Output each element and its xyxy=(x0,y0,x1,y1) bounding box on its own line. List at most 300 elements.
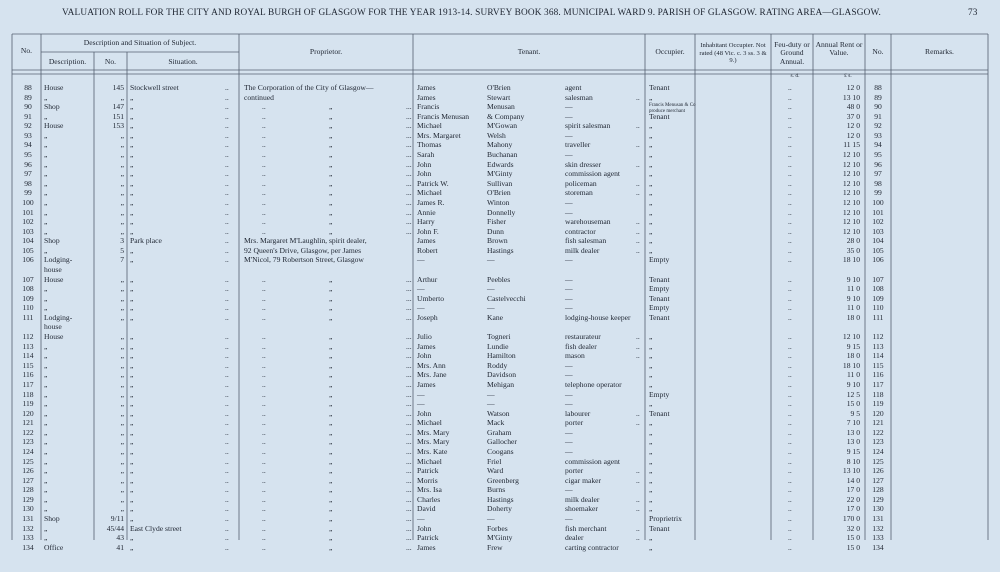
situation-leader: .. xyxy=(225,207,229,217)
proprietor-ditto: ... xyxy=(406,312,412,322)
description-cell: „ xyxy=(44,303,48,313)
tenant-surname: Kane xyxy=(487,312,504,322)
col-header-num: No. xyxy=(104,57,117,66)
tenant-surname: Hastings xyxy=(487,494,514,504)
feu-duty-leader: .. xyxy=(788,399,792,409)
feu-duty-leader: .. xyxy=(788,418,792,428)
tenant-trade: spirit salesman xyxy=(565,121,611,131)
situation-leader: .. xyxy=(225,121,229,131)
tenant-trade: milk dealer xyxy=(565,245,600,255)
tenant-leader: .. xyxy=(636,332,640,342)
proprietor-ditto: .. xyxy=(262,102,266,112)
feu-duty-leader: .. xyxy=(788,217,792,227)
proprietor-ditto: ... xyxy=(406,427,412,437)
proprietor-ditto: „ xyxy=(329,111,333,121)
table-row xyxy=(0,121,1000,131)
table-row xyxy=(0,514,1000,524)
situation-cell: Park place xyxy=(130,236,162,246)
tenant-first-name: Patrick xyxy=(417,533,439,543)
table-row xyxy=(0,447,1000,457)
annual-rent-cell: 14 0 xyxy=(846,475,860,485)
tenant-first-name: Annie xyxy=(417,207,436,217)
situation-leader: .. xyxy=(225,303,229,313)
situation-leader: .. xyxy=(225,92,229,102)
description-cell: „ xyxy=(44,150,48,160)
entry-number-right: 89 xyxy=(874,92,882,102)
tenant-first-name: John xyxy=(417,169,432,179)
tenant-trade: commission agent xyxy=(565,456,621,466)
entry-number-right: 100 xyxy=(872,197,884,207)
occupier-cell: „ xyxy=(649,379,653,389)
col-header-feu: Feu-duty or Ground Annual. xyxy=(774,40,810,66)
feu-duty-leader: .. xyxy=(788,293,792,303)
proprietor-ditto: ... xyxy=(406,504,412,514)
occupier-cell: „ xyxy=(649,197,653,207)
entry-number-right: 97 xyxy=(874,169,882,179)
entry-number: 121 xyxy=(22,418,34,428)
occupier-cell: „ xyxy=(649,159,653,169)
table-row xyxy=(0,351,1000,361)
description-cell: Shop xyxy=(44,102,60,112)
annual-rent-cell: 37 0 xyxy=(846,111,860,121)
street-number-cell: 5 xyxy=(120,245,124,255)
proprietor-ditto: .. xyxy=(262,312,266,322)
street-number-cell: „ xyxy=(120,274,124,284)
situation-cell: „ xyxy=(130,130,134,140)
situation-leader: .. xyxy=(225,150,229,160)
feu-duty-leader: .. xyxy=(788,303,792,313)
proprietor-ditto: .. xyxy=(262,159,266,169)
tenant-surname: — xyxy=(487,399,495,409)
tenant-surname: — xyxy=(487,303,495,313)
rent-units: £ s. xyxy=(844,73,852,79)
description-cell: „ xyxy=(44,399,48,409)
description-cell: „ xyxy=(44,533,48,543)
tenant-leader: .. xyxy=(636,341,640,351)
entry-number: 127 xyxy=(22,475,34,485)
tenant-surname: M'Ginty xyxy=(487,169,513,179)
entry-number-right: 132 xyxy=(872,523,884,533)
tenant-trade: — xyxy=(565,284,573,294)
proprietor-ditto: .. xyxy=(262,379,266,389)
proprietor-ditto: ... xyxy=(406,130,412,140)
proprietor-ditto: ... xyxy=(406,360,412,370)
street-number-cell: „ xyxy=(120,332,124,342)
street-number-cell: „ xyxy=(120,303,124,313)
annual-rent-cell: 18 10 xyxy=(842,255,860,265)
annual-rent-cell: 9 15 xyxy=(846,341,860,351)
table-row xyxy=(0,236,1000,246)
street-number-cell: „ xyxy=(120,360,124,370)
description-cell: „ xyxy=(44,360,48,370)
feu-duty-leader: .. xyxy=(788,111,792,121)
tenant-first-name: Mrs. Ann xyxy=(417,360,446,370)
entry-number: 108 xyxy=(22,284,34,294)
entry-number: 98 xyxy=(24,178,32,188)
situation-leader: .. xyxy=(225,140,229,150)
tenant-first-name: James xyxy=(417,542,436,552)
proprietor-ditto: ... xyxy=(406,102,412,112)
tenant-trade: policeman xyxy=(565,178,597,188)
entry-number: 97 xyxy=(24,169,32,179)
proprietor-cell: M'Nicol, 79 Robertson Street, Glasgow xyxy=(244,255,364,265)
tenant-surname: — xyxy=(487,389,495,399)
proprietor-ditto: .. xyxy=(262,341,266,351)
page-title: VALUATION ROLL FOR THE CITY AND ROYAL BURGH OF GLASGOW FOR THE YEAR 1913-14. SURVEY BOOK 368. MUNICIPAL WARD 9. PARISH OF GLASGOW. RATING AREA—GLASGOW. xyxy=(62,8,881,18)
annual-rent-cell: 12 10 xyxy=(842,150,860,160)
situation-leader: .. xyxy=(225,427,229,437)
street-number-cell: „ xyxy=(120,466,124,476)
entry-number-right: 130 xyxy=(872,504,884,514)
tenant-first-name: Thomas xyxy=(417,140,442,150)
tenant-trade: labourer xyxy=(565,408,591,418)
tenant-surname: Menusan xyxy=(487,102,515,112)
situation-cell: „ xyxy=(130,303,134,313)
situation-cell: East Clyde street xyxy=(130,523,182,533)
description-cell: „ xyxy=(44,504,48,514)
table-row xyxy=(0,428,1000,438)
proprietor-ditto: .. xyxy=(262,399,266,409)
tenant-first-name: Joseph xyxy=(417,312,438,322)
tenant-first-name: Michael xyxy=(417,456,442,466)
description-cell: Shop xyxy=(44,236,60,246)
table-row xyxy=(0,284,1000,294)
occupier-cell: „ xyxy=(649,475,653,485)
entry-number-right: 110 xyxy=(872,303,884,313)
table-row xyxy=(0,150,1000,160)
proprietor-ditto: .. xyxy=(262,427,266,437)
proprietor-ditto: ... xyxy=(406,466,412,476)
feu-duty-leader: .. xyxy=(788,523,792,533)
tenant-leader: .. xyxy=(636,533,640,543)
entry-number-right: 129 xyxy=(872,494,884,504)
proprietor-ditto: ... xyxy=(406,370,412,380)
situation-leader: .. xyxy=(225,466,229,476)
occupier-cell: Tenant xyxy=(649,408,670,418)
tenant-trade: lodging-house keeper xyxy=(565,312,631,322)
proprietor-ditto: „ xyxy=(329,370,333,380)
feu-duty-leader: .. xyxy=(788,341,792,351)
tenant-surname: Hastings xyxy=(487,245,514,255)
situation-leader: .. xyxy=(225,159,229,169)
feu-duty-leader: .. xyxy=(788,197,792,207)
annual-rent-cell: 11 0 xyxy=(846,370,860,380)
annual-rent-cell: 9 5 xyxy=(850,408,860,418)
proprietor-ditto: ... xyxy=(406,293,412,303)
col-header-rent: Annual Rent or Value. xyxy=(815,40,863,58)
entry-number-right: 127 xyxy=(872,475,884,485)
feu-duty-leader: .. xyxy=(788,370,792,380)
situation-leader: .. xyxy=(225,293,229,303)
proprietor-ditto: .. xyxy=(262,284,266,294)
situation-leader: .. xyxy=(225,533,229,543)
tenant-trade: porter xyxy=(565,418,584,428)
entry-number-right: 125 xyxy=(872,456,884,466)
situation-cell: „ xyxy=(130,446,134,456)
street-number-cell: „ xyxy=(120,150,124,160)
entry-number: 118 xyxy=(22,389,34,399)
description-cell: House xyxy=(44,332,64,342)
tenant-surname: Sullivan xyxy=(487,178,513,188)
situation-cell: „ xyxy=(130,293,134,303)
proprietor-ditto: „ xyxy=(329,399,333,409)
situation-cell: „ xyxy=(130,399,134,409)
street-number-cell: „ xyxy=(120,92,124,102)
situation-leader: .. xyxy=(225,399,229,409)
col-header-no: No. xyxy=(20,46,33,55)
street-number-cell: „ xyxy=(120,485,124,495)
annual-rent-cell: 13 10 xyxy=(842,92,860,102)
occupier-cell: „ xyxy=(649,150,653,160)
occupier-cell: „ xyxy=(649,456,653,466)
street-number-cell: „ xyxy=(120,418,124,428)
entry-number-right: 96 xyxy=(874,159,882,169)
entry-number: 103 xyxy=(22,226,34,236)
proprietor-ditto: „ xyxy=(329,102,333,112)
page-number: 73 xyxy=(968,8,978,18)
tenant-surname: Friel xyxy=(487,456,502,466)
table-row xyxy=(0,313,1000,323)
entry-number: 99 xyxy=(24,188,32,198)
situation-leader: .. xyxy=(225,379,229,389)
situation-cell: „ xyxy=(130,514,134,524)
description-cell: „ xyxy=(44,207,48,217)
proprietor-ditto: ... xyxy=(406,178,412,188)
tenant-trade: fish merchant xyxy=(565,523,607,533)
proprietor-ditto: ... xyxy=(406,379,412,389)
proprietor-ditto: .. xyxy=(262,389,266,399)
entry-number: 96 xyxy=(24,159,32,169)
tenant-leader: .. xyxy=(636,159,640,169)
situation-cell: „ xyxy=(130,351,134,361)
col-header-description: Description. xyxy=(48,57,87,66)
tenant-first-name: Mrs. Mary xyxy=(417,427,450,437)
table-row xyxy=(0,227,1000,237)
situation-cell: „ xyxy=(130,121,134,131)
situation-cell: „ xyxy=(130,169,134,179)
proprietor-ditto: „ xyxy=(329,207,333,217)
proprietor-ditto: ... xyxy=(406,399,412,409)
proprietor-ditto: ... xyxy=(406,150,412,160)
tenant-trade: salesman xyxy=(565,92,593,102)
entry-number-right: 88 xyxy=(874,83,882,92)
feu-duty-leader: .. xyxy=(788,379,792,389)
situation-leader: .. xyxy=(225,178,229,188)
entry-number-right: 120 xyxy=(872,408,884,418)
proprietor-ditto: .. xyxy=(262,485,266,495)
tenant-first-name: Robert xyxy=(417,245,438,255)
situation-cell: „ xyxy=(130,456,134,466)
description-cell: „ xyxy=(44,427,48,437)
feu-duty-leader: .. xyxy=(788,437,792,447)
tenant-surname: Watson xyxy=(487,408,510,418)
tenant-trade: storeman xyxy=(565,188,593,198)
tenant-trade: agent xyxy=(565,83,582,92)
annual-rent-cell: 9 10 xyxy=(846,293,860,303)
description-cell: Lodging- xyxy=(44,255,73,265)
tenant-surname: Edwards xyxy=(487,159,514,169)
tenant-surname: Fisher xyxy=(487,217,506,227)
tenant-surname: — xyxy=(487,514,495,524)
street-number-cell: „ xyxy=(120,169,124,179)
table-row xyxy=(0,504,1000,514)
description-cell: „ xyxy=(44,169,48,179)
table-row xyxy=(0,524,1000,534)
tenant-trade: contractor xyxy=(565,226,596,236)
tenant-first-name: Michael xyxy=(417,418,442,428)
description-cell: house xyxy=(44,322,62,332)
table-row xyxy=(0,131,1000,141)
tenant-first-name: — xyxy=(417,514,425,524)
tenant-trade: shoemaker xyxy=(565,504,598,514)
annual-rent-cell: 17 0 xyxy=(846,504,860,514)
tenant-leader: .. xyxy=(636,92,640,102)
entry-number: 109 xyxy=(22,293,34,303)
tenant-surname: Hamilton xyxy=(487,351,516,361)
feu-duty-leader: .. xyxy=(788,83,792,92)
proprietor-ditto: „ xyxy=(329,475,333,485)
tenant-surname: Stewart xyxy=(487,92,511,102)
proprietor-ditto: „ xyxy=(329,293,333,303)
tenant-leader: .. xyxy=(636,217,640,227)
entry-number: 134 xyxy=(22,542,34,552)
situation-leader: .. xyxy=(225,494,229,504)
proprietor-ditto: ... xyxy=(406,341,412,351)
table-row xyxy=(0,83,1000,93)
tenant-surname: O'Brien xyxy=(487,83,511,92)
occupier-cell: Proprietrix xyxy=(649,514,682,524)
annual-rent-cell: 12 10 xyxy=(842,188,860,198)
proprietor-ditto: ... xyxy=(406,226,412,236)
situation-cell: „ xyxy=(130,370,134,380)
proprietor-ditto: ... xyxy=(406,188,412,198)
occupier-cell: Tenant xyxy=(649,111,670,121)
tenant-surname: Togneri xyxy=(487,332,511,342)
proprietor-ditto: ... xyxy=(406,418,412,428)
feu-duty-leader: .. xyxy=(788,274,792,284)
entry-number: 129 xyxy=(22,494,34,504)
situation-cell: „ xyxy=(130,178,134,188)
tenant-surname: Doherty xyxy=(487,504,512,514)
proprietor-ditto: „ xyxy=(329,523,333,533)
proprietor-ditto: ... xyxy=(406,197,412,207)
annual-rent-cell: 12 10 xyxy=(842,197,860,207)
tenant-trade: — xyxy=(565,360,573,370)
annual-rent-cell: 12 0 xyxy=(846,121,860,131)
proprietor-ditto: „ xyxy=(329,188,333,198)
situation-leader: .. xyxy=(225,217,229,227)
proprietor-ditto: ... xyxy=(406,485,412,495)
situation-cell: „ xyxy=(130,533,134,543)
tenant-surname: Mahony xyxy=(487,140,513,150)
proprietor-ditto: .. xyxy=(262,408,266,418)
proprietor-cell: continued xyxy=(244,92,274,102)
entry-number: 89 xyxy=(24,92,32,102)
entry-number: 123 xyxy=(22,437,34,447)
feu-duty-leader: .. xyxy=(788,226,792,236)
feu-duty-leader: .. xyxy=(788,207,792,217)
description-cell: „ xyxy=(44,197,48,207)
tenant-first-name: John xyxy=(417,408,432,418)
situation-leader: .. xyxy=(225,83,229,92)
proprietor-ditto: ... xyxy=(406,140,412,150)
tenant-surname: Frew xyxy=(487,542,503,552)
occupier-cell: Tenant xyxy=(649,83,670,92)
entry-number: 131 xyxy=(22,514,34,524)
tenant-first-name: Francis Menusan xyxy=(417,111,470,121)
proprietor-ditto: „ xyxy=(329,389,333,399)
tenant-surname: Forbes xyxy=(487,523,508,533)
entry-number: 94 xyxy=(24,140,32,150)
entry-number-right: 133 xyxy=(872,533,884,543)
occupier-cell: „ xyxy=(649,446,653,456)
situation-cell: „ xyxy=(130,494,134,504)
occupier-cell: „ xyxy=(649,207,653,217)
situation-cell: „ xyxy=(130,360,134,370)
annual-rent-cell: 18 0 xyxy=(846,351,860,361)
entry-number: 122 xyxy=(22,427,34,437)
proprietor-ditto: ... xyxy=(406,303,412,313)
annual-rent-cell: 17 0 xyxy=(846,485,860,495)
situation-leader: .. xyxy=(225,245,229,255)
tenant-surname: Burns xyxy=(487,485,506,495)
table-row xyxy=(0,208,1000,218)
street-number-cell: „ xyxy=(120,370,124,380)
tenant-trade: — xyxy=(565,274,573,284)
proprietor-ditto: ... xyxy=(406,332,412,342)
situation-leader: .. xyxy=(225,169,229,179)
description-cell: „ xyxy=(44,370,48,380)
tenant-trade: — xyxy=(565,102,573,112)
feu-duty-leader: .. xyxy=(788,542,792,552)
tenant-first-name: Mrs. Isa xyxy=(417,485,442,495)
tenant-trade: warehouseman xyxy=(565,217,611,227)
col-header-desc-group: Description and Situation of Subject. xyxy=(83,38,197,47)
description-cell: „ xyxy=(44,217,48,227)
entry-number-right: 134 xyxy=(872,542,884,552)
proprietor-ditto: .. xyxy=(262,217,266,227)
street-number-cell: „ xyxy=(120,188,124,198)
proprietor-ditto: „ xyxy=(329,408,333,418)
tenant-surname: Winton xyxy=(487,197,510,207)
annual-rent-cell: 12 10 xyxy=(842,217,860,227)
proprietor-ditto: .. xyxy=(262,207,266,217)
tenant-trade: fish salesman xyxy=(565,236,607,246)
entry-number: 107 xyxy=(22,274,34,284)
entry-number-right: 91 xyxy=(874,111,882,121)
street-number-cell: „ xyxy=(120,446,124,456)
tenant-first-name: James xyxy=(417,83,436,92)
table-row xyxy=(0,303,1000,313)
tenant-leader: .. xyxy=(636,504,640,514)
proprietor-ditto: .. xyxy=(262,437,266,447)
tenant-surname: Castelvecchi xyxy=(487,293,526,303)
table-row xyxy=(0,409,1000,419)
street-number-cell: „ xyxy=(120,178,124,188)
proprietor-ditto: „ xyxy=(329,130,333,140)
description-cell: Shop xyxy=(44,514,60,524)
tenant-first-name: Harry xyxy=(417,217,435,227)
proprietor-ditto: .. xyxy=(262,130,266,140)
situation-leader: .. xyxy=(225,341,229,351)
entry-number-right: 106 xyxy=(872,255,884,265)
situation-cell: „ xyxy=(130,255,134,265)
tenant-leader: .. xyxy=(636,523,640,533)
feu-duty-leader: .. xyxy=(788,178,792,188)
tenant-leader: .. xyxy=(636,121,640,131)
feu-duty-leader: .. xyxy=(788,494,792,504)
proprietor-ditto: „ xyxy=(329,504,333,514)
